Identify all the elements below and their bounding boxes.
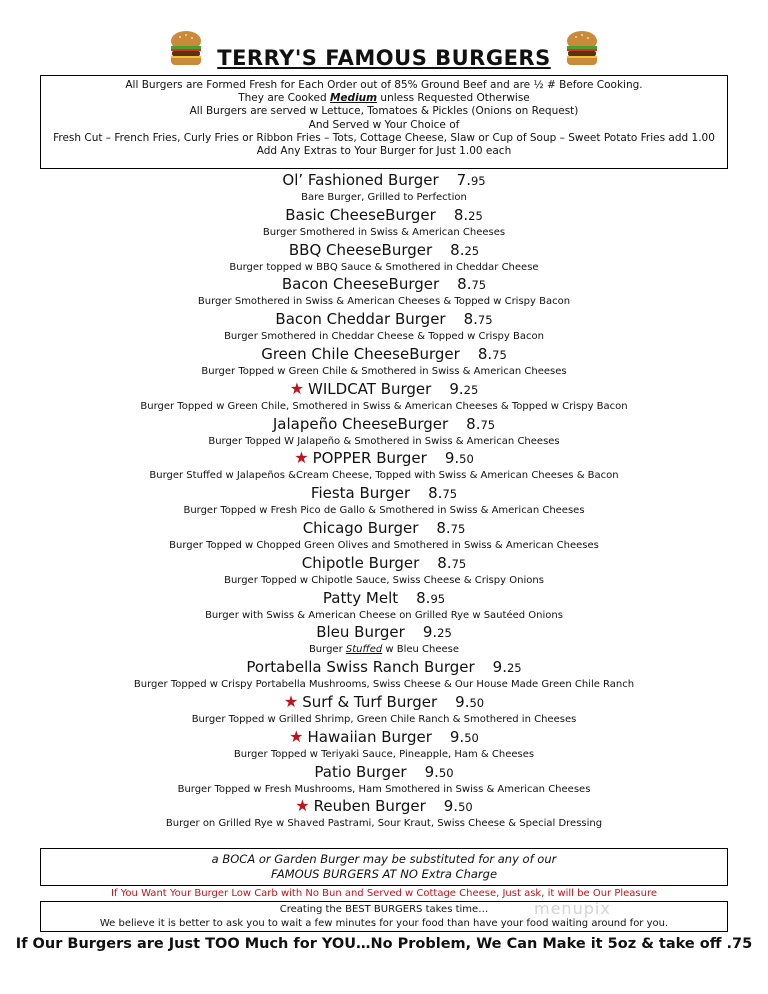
description-text: w Bleu Cheese xyxy=(382,644,460,656)
menu-item-price xyxy=(478,345,507,363)
menu-item-header xyxy=(0,622,768,643)
menu-item-name: Chipotle Burger xyxy=(301,553,420,572)
star-icon: ★ xyxy=(295,796,310,816)
menu-item-price xyxy=(450,241,479,259)
menu-item-price xyxy=(428,484,457,502)
menu-item-name: Ol’ Fashioned Burger xyxy=(282,171,439,189)
star-icon: ★ xyxy=(289,726,304,746)
price-dollars: 9. xyxy=(422,623,438,642)
menu-item-description: Burger topped w BBQ Sauce & Smothered in Cheddar Cheese xyxy=(229,261,539,273)
menu-item xyxy=(0,414,768,449)
menu-item-header xyxy=(0,240,768,261)
description-emphasis: Stuffed xyxy=(345,644,383,656)
menu-item xyxy=(0,588,768,623)
menu-item-price xyxy=(444,797,473,815)
menu-item-description xyxy=(0,643,768,656)
menu-item xyxy=(0,448,768,483)
menu-item-description: Burger Topped w Fresh Pico de Gallo & Smothered in Swiss & American Cheeses xyxy=(183,505,585,517)
price-dollars: 8. xyxy=(416,588,431,607)
menu-item-price xyxy=(457,275,486,293)
best-line: Creating the BEST BURGERS takes time… xyxy=(279,904,489,915)
price-cents: 50 xyxy=(459,452,474,467)
price-cents: 75 xyxy=(477,313,493,328)
menu-item-name: Bleu Burger xyxy=(316,623,405,642)
menu-item-description: Burger Smothered in Swiss & American Cheeses xyxy=(262,226,506,238)
menu-item-name: Patty Melt xyxy=(322,588,399,607)
price-cents: 25 xyxy=(437,626,452,641)
menu-item-name: Portabella Swiss Ranch Burger xyxy=(246,658,475,677)
intro-text: They are Cooked xyxy=(238,92,330,105)
description-text: Burger xyxy=(308,644,346,656)
intro-line: All Burgers are Formed Fresh for Each Order out of 85% Ground Beef and are ½ # Before Cooking. xyxy=(125,79,643,91)
price-dollars: 9. xyxy=(424,762,439,781)
price-cents: 50 xyxy=(438,765,454,780)
price-dollars: 9. xyxy=(444,449,460,468)
menu-item xyxy=(0,379,768,414)
menu-item xyxy=(0,170,768,205)
price-dollars: 8. xyxy=(466,414,481,433)
price-dollars: 8. xyxy=(437,553,452,572)
menu-item-header xyxy=(0,553,768,574)
price-cents: 95 xyxy=(430,591,446,606)
menu-item-description: Burger with Swiss & American Cheese on Grilled Rye w Sautéed Onions xyxy=(205,609,563,621)
menu-item-description: Burger Topped w Grilled Shrimp, Green Chile Ranch & Smothered in Cheeses xyxy=(191,713,577,725)
price-cents: 75 xyxy=(450,521,466,536)
menu-item xyxy=(0,796,768,831)
menu-item-price xyxy=(445,449,474,467)
price-dollars: 8. xyxy=(453,205,469,224)
menu-item-name: Fiesta Burger xyxy=(310,484,411,503)
menu-item-header xyxy=(0,588,768,609)
star-icon: ★ xyxy=(289,378,305,398)
price-cents: 75 xyxy=(480,417,496,432)
menu-item-name: BBQ CheeseBurger xyxy=(288,240,433,259)
menu-item xyxy=(0,274,768,309)
menu-item-header xyxy=(0,692,768,713)
menu-item-header xyxy=(0,727,768,748)
menu-item-name: Surf & Turf Burger xyxy=(302,692,438,711)
boca-line: a BOCA or Garden Burger may be substituted for any of our xyxy=(211,852,557,866)
burger-menu-list xyxy=(0,170,768,831)
price-dollars: 9. xyxy=(455,692,470,711)
price-cents: 75 xyxy=(492,347,507,362)
menu-item-header xyxy=(0,483,768,504)
menu-item-name: Bacon Cheddar Burger xyxy=(275,310,446,329)
menu-item-name: Hawaiian Burger xyxy=(307,727,432,746)
menu-item-header xyxy=(0,796,768,817)
price-cents: 75 xyxy=(471,278,487,293)
price-cents: 25 xyxy=(463,382,479,397)
intro-line xyxy=(41,92,727,105)
menu-item-description: Burger Topped w Fresh Mushrooms, Ham Smothered in Swiss & American Cheeses xyxy=(177,783,591,795)
low-carb-note: If You Want Your Burger Low Carb with No Bun and Served w Cottage Cheese, Just ask, it will be Our Pleasure xyxy=(111,888,657,899)
menu-item-price xyxy=(425,763,454,781)
price-cents: 25 xyxy=(506,661,522,676)
menu-item-price xyxy=(455,693,484,711)
menu-item xyxy=(0,518,768,553)
menu-item-name: Jalapeño CheeseBurger xyxy=(272,414,449,433)
menu-item-description: Burger Topped w Green Chile, Smothered in Swiss & American Cheeses & Topped w Crispy Bacon xyxy=(140,400,628,412)
menu-item-price xyxy=(437,554,466,572)
menu-item-header xyxy=(0,170,768,191)
price-cents: 50 xyxy=(469,695,485,710)
menu-item-price xyxy=(416,589,445,607)
menu-item-price xyxy=(457,171,486,189)
price-dollars: 8. xyxy=(428,484,443,503)
menu-item-description: Burger Topped W Jalapeño & Smothered in Swiss & American Cheeses xyxy=(208,435,560,447)
best-burgers-box xyxy=(40,901,728,932)
menu-item-name: Basic CheeseBurger xyxy=(285,205,436,224)
menu-item-header xyxy=(0,518,768,539)
menu-item-description: Burger Smothered in Cheddar Cheese & Topped w Crispy Bacon xyxy=(224,331,544,343)
intro-box xyxy=(40,75,728,169)
menu-item-price xyxy=(454,206,483,224)
price-cents: 25 xyxy=(464,243,480,258)
footer-note: If Our Burgers are Just TOO Much for YOU…No Problem, We Can Make it 5oz & take off .75 xyxy=(15,936,753,952)
intro-text: unless Requested Otherwise xyxy=(377,92,530,105)
menu-item xyxy=(0,553,768,588)
menu-item-name: Reuben Burger xyxy=(313,797,426,816)
price-dollars: 7. xyxy=(456,171,471,189)
price-dollars: 8. xyxy=(457,275,472,294)
menu-item-header xyxy=(0,344,768,365)
price-dollars: 8. xyxy=(463,310,478,329)
menu-item-name: Chicago Burger xyxy=(302,518,419,537)
menu-item-name: Patio Burger xyxy=(314,762,407,781)
intro-line: Fresh Cut – French Fries, Curly Fries or Ribbon Fries – Tots, Cottage Cheese, Slaw or Cup of Soup – Sweet Potato Fries add 1.00 xyxy=(53,131,715,144)
menu-item-header xyxy=(0,657,768,678)
menu-item-description: Burger Topped w Chopped Green Olives and Smothered in Swiss & American Cheeses xyxy=(169,539,599,551)
price-cents: 75 xyxy=(442,487,458,502)
menu-item-price xyxy=(493,658,522,676)
menu-item-header xyxy=(0,414,768,435)
menu-item-price xyxy=(464,310,493,328)
menu-item-description: Burger Topped w Chipotle Sauce, Swiss Cheese & Crispy Onions xyxy=(224,574,544,586)
price-dollars: 9. xyxy=(492,658,507,677)
price-dollars: 9. xyxy=(449,379,464,398)
menu-item-header xyxy=(0,205,768,226)
menu-item-header xyxy=(0,448,768,469)
boca-line: FAMOUS BURGERS AT NO Extra Charge xyxy=(270,867,498,881)
menu-item-price xyxy=(450,728,479,746)
menu-item-name: Green Chile CheeseBurger xyxy=(261,344,460,363)
menu-item xyxy=(0,309,768,344)
star-icon: ★ xyxy=(294,448,309,468)
menu-item-description: Burger Topped w Green Chile & Smothered in Swiss & American Cheeses xyxy=(201,365,567,377)
intro-line: All Burgers are served w Lettuce, Tomatoes & Pickles (Onions on Request) xyxy=(189,105,579,118)
intro-line: Add Any Extras to Your Burger for Just 1.00 each xyxy=(256,145,512,158)
menu-item-description: Bare Burger, Grilled to Perfection xyxy=(301,192,467,203)
menu-item-price xyxy=(466,415,495,433)
price-cents: 50 xyxy=(464,730,479,745)
menu-item xyxy=(0,657,768,692)
price-cents: 25 xyxy=(468,208,483,223)
price-cents: 50 xyxy=(458,800,473,815)
page-title: TERRY'S FAMOUS BURGERS xyxy=(217,46,551,70)
menu-item xyxy=(0,622,768,657)
menu-item-name: Bacon CheeseBurger xyxy=(281,275,440,294)
menu-item xyxy=(0,727,768,762)
price-dollars: 8. xyxy=(436,518,451,537)
menu-item-description: Burger Smothered in Swiss & American Cheeses & Topped w Crispy Bacon xyxy=(197,296,571,308)
price-dollars: 8. xyxy=(477,344,493,363)
watermark-logo: menupix xyxy=(534,899,611,918)
intro-line: And Served w Your Choice of xyxy=(308,118,460,131)
menu-item-header xyxy=(0,309,768,330)
menu-item xyxy=(0,205,768,240)
menu-item xyxy=(0,240,768,275)
best-line: We believe it is better to ask you to wait a few minutes for your food than have your food waiting around for you. xyxy=(99,918,669,929)
price-cents: 95 xyxy=(470,174,486,188)
menu-item-description: Burger on Grilled Rye w Shaved Pastrami, Sour Kraut, Swiss Cheese & Special Dressing xyxy=(165,818,603,830)
menu-item-description: Burger Topped w Teriyaki Sauce, Pineapple, Ham & Cheeses xyxy=(233,748,535,760)
menu-item-price xyxy=(423,623,452,641)
menu-item-price xyxy=(436,519,465,537)
menu-item xyxy=(0,762,768,797)
menu-item-header xyxy=(0,762,768,783)
price-dollars: 8. xyxy=(450,240,465,259)
menu-item-price xyxy=(449,380,478,398)
menu-item-header xyxy=(0,274,768,295)
menu-item-description: Burger Topped w Crispy Portabella Mushrooms, Swiss Cheese & Our House Made Green Chile Ranch xyxy=(133,679,635,691)
intro-emphasis: Medium xyxy=(329,92,378,105)
price-dollars: 9. xyxy=(443,797,459,816)
menu-item xyxy=(0,692,768,727)
menu-item-name: WILDCAT Burger xyxy=(308,379,432,398)
menu-item xyxy=(0,483,768,518)
menu-item xyxy=(0,344,768,379)
star-icon: ★ xyxy=(283,691,299,711)
menu-item-description: Burger Stuffed w Jalapeños &Cream Cheese, Topped with Swiss & American Cheeses & Bacon xyxy=(149,470,619,482)
price-dollars: 9. xyxy=(449,727,465,746)
boca-box xyxy=(40,848,728,886)
price-cents: 75 xyxy=(451,556,467,571)
menu-item-header xyxy=(0,379,768,400)
menu-item-name: POPPER Burger xyxy=(312,449,427,468)
